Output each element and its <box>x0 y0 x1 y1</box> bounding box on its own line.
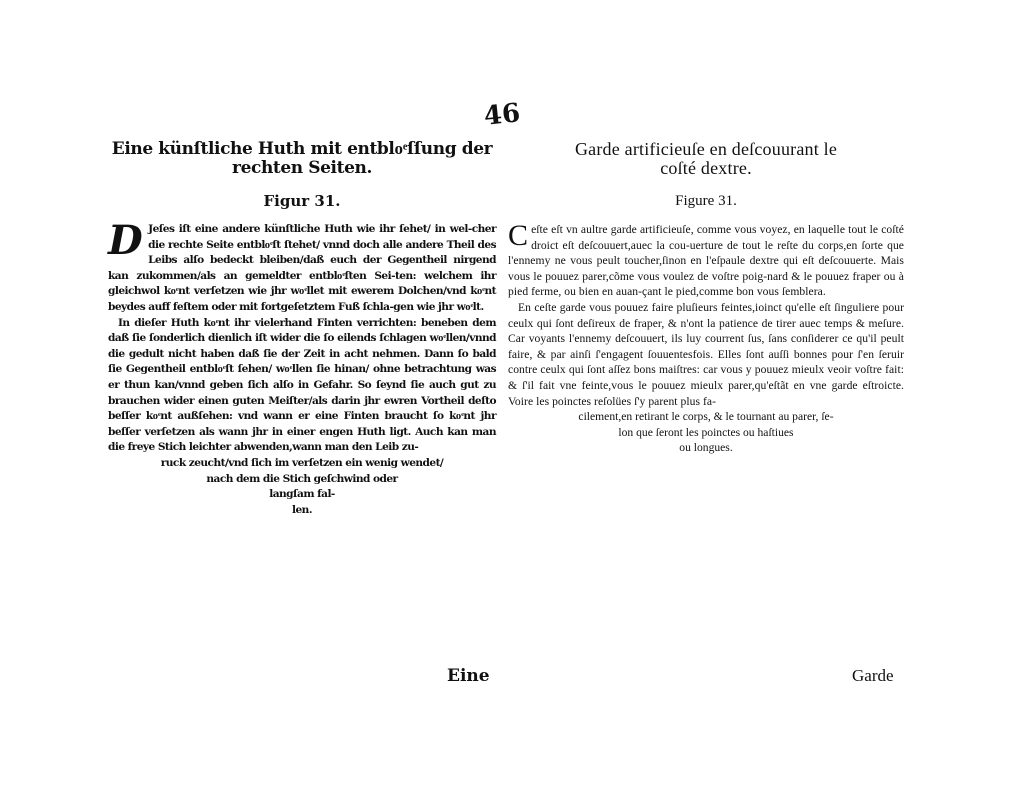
french-dropcap: C <box>508 219 529 252</box>
german-paragraph-1-text: Jeſes iſt eine andere künſtliche Huth wie ihr ſehet/ in wel-cher die rechte Seite entbloͤſt ſtehet/ vnnd doch alle andere Theil des Leibs alſo bedeckt bleiben/daß euch der Gegentheil nirgend kan zukommen/als an gemeldter entbloͤſten Sei-ten: welchem ihr gleichwol koͤnt verſetzen wie jhr woͤllet mit ewerem Dolchen/vnd koͤnt beydes auff feſtem oder mit fortgeſetztem Fuß ſchla-gen wie jhr woͤlt. <box>108 223 496 313</box>
french-column <box>508 140 904 456</box>
french-paragraph-1 <box>508 219 904 300</box>
german-heading: Eine künſtliche Huth mit entbloͤſſung der rechten Seiten. <box>111 139 493 178</box>
german-paragraph-2: In dieſer Huth koͤnt ihr vielerhand Finten verrichten: beneben dem daß ſie ſonderlich dienlich iſt wider die ſo eilends ſchlagen woͤllen/vnnd die gedult nicht haben daß ſie der Zeit in acht nehmen. Dann ſo bald ſie Gegentheil entbloͤſt ſehen/ woͤllen ſie hinan/ ohne betrachtung was er thun kan/vnnd geben ſich alſo in Gefahr. So ſeynd ſie auch gut zu brauchen wider einen guten Meiſter/als darin jhr ewren Vortheil deſto beſſer koͤnt außſehen: vnd wann er eine Finten braucht ſo koͤnt jhr beſſer verſetzen als wann jhr in einer engen Huth ligt. Auch kan man die freye Stich leichter abwenden,wann man den Leib zu- <box>108 316 496 454</box>
german-taper-line: len. <box>292 503 312 516</box>
french-figure-label: Figure 31. <box>675 193 737 209</box>
page-number: 46 <box>482 98 522 132</box>
german-figure-label: Figur 31. <box>263 192 341 210</box>
french-catchword: Garde <box>852 666 894 685</box>
french-taper-line: cilement,en retirant le corps, & le tournant au parer, ſe- <box>578 410 834 424</box>
french-paragraph-1-text: eſte eſt vn aultre garde artificieuſe, comme vous voyez, en laquelle tout le coſté droict eſt deſcouuert,auec la cou-uerture de tout le reſte du corps,en ſorte que l'ennemy ne vous peult toucher,ſinon en l'eſpaule dextre qui eſt deſcouuerte. Mais vous le pouuez parer,cõme vous voulez de voſtre poig-nard & le pouuez fraper ou à pied ferme, ou bien en auan-çant le pied,comme bon vous ſemblera. <box>508 223 904 299</box>
french-taper-line: ou longues. <box>679 441 733 455</box>
french-taper-line: lon que ſeront les poinctes ou haſtiues <box>618 425 794 439</box>
french-heading-line-1: Garde artificieuſe en deſcouurant le <box>574 139 838 159</box>
german-taper-line: ruck zeucht/vnd ſich im verſetzen ein wenig wendet/ <box>160 456 444 469</box>
french-heading-line-2: coſté dextre. <box>660 158 752 178</box>
german-catchword: Eine <box>447 666 490 686</box>
french-heading <box>508 140 904 178</box>
german-column <box>108 140 496 518</box>
german-taper-line: nach dem die Stich geſchwind oder <box>206 472 398 485</box>
german-taper-line: langſam fal- <box>269 488 335 501</box>
german-paragraph-1 <box>108 217 496 316</box>
german-dropcap: D <box>108 217 143 264</box>
french-paragraph-2: En ceſte garde vous pouuez faire pluſieurs feintes,ioinct qu'elle eſt ſinguliere pour ceulx qui ſont deſireux de fraper, & n'ont la patience de tirer auec temps & meſure. Car voyants l'ennemy deſcouuert, ils luy courrent ſus, ſans conſiderer ce qu'il peult faire, & par ainſi ſ'engagent ſouuentesfois. Elles ſont auſſi bonnes pour ſ'en ſeruir contre ceulx qui ſont aſſez bons maiſtres: car vous y pouuez mieulx veoir voſtre fait: & ſ'il fait vne feinte,vous le pouuez mieulx parer,qu'eſtãt en vne garde eſtroicte. Voire les poinctes reſolües ſ'y parent plus fa- <box>508 300 904 408</box>
